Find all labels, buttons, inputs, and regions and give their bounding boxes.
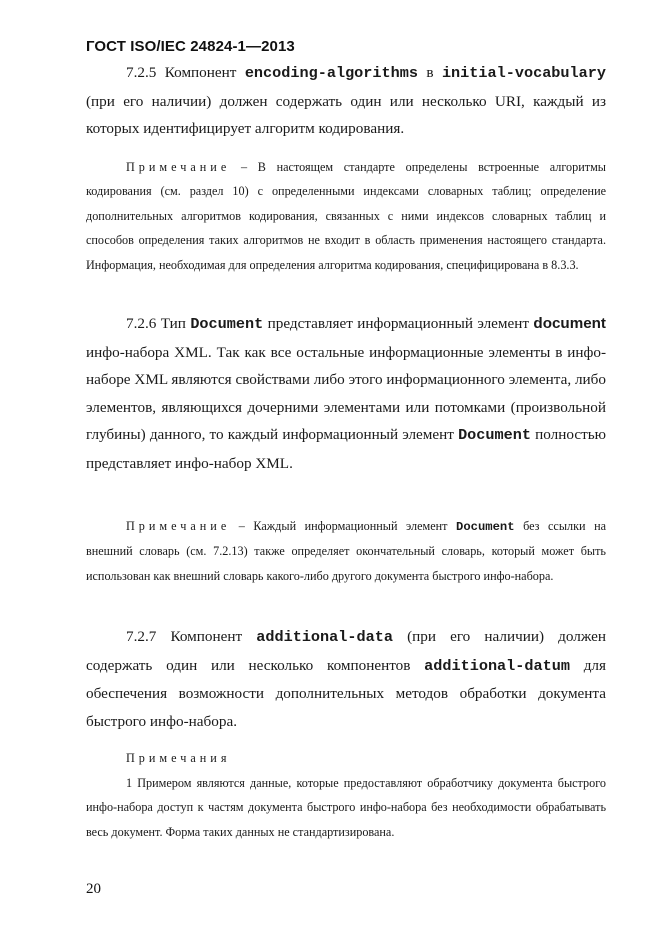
paragraph-7-2-5: 7.2.5 Компонент encoding-algorithms в initial-vocabulary (при его наличии) должен содержать один или несколько URI, каждый из которых идентифицирует алгоритм кодирования. [86, 64, 606, 137]
section-number: 7.2.6 [126, 315, 157, 332]
code-term: initial-vocabulary [441, 64, 606, 82]
notes-item-1: 1 Примером являются данные, которые предоставляют обработчику документа быстрого инфо-набора доступ к частям документа быстрого инфо-набора без необходимости обрабатывать весь документ. Форма таких данных не стандартизирована. [86, 776, 606, 839]
section-number: 7.2.5 [126, 64, 157, 81]
section-number: 7.2.7 [126, 628, 157, 645]
note-2: Примечание – Каждый информационный элемент Document без ссылки на внешний словарь (см. 7.2.13) также определяет окончательный словарь, который может быть использован как внешний словарь какого-либо другого документа быстрого инфо-набора. [86, 519, 607, 583]
note-label: Примечание [126, 519, 231, 533]
page-number: 20 [86, 881, 101, 897]
code-term: Document [190, 315, 264, 333]
code-term: additional-data [256, 628, 393, 646]
code-term: additional-datum [424, 656, 570, 675]
code-term: document [533, 315, 606, 332]
paragraph-7-2-6: 7.2.6 Тип Document представляет информационный элемент document инфо-набора XML. Так как все остальные информационные элементы в инфо-наборе XML являются свойствами либо этого информационного элемента, либо элементов, являющихся дочерними элементами или потомками (произвольной глубины) данного, то каждый информационный элемент Document полностью представляет инфо-набор XML. [86, 315, 606, 472]
page-header: ГОСТ ISO/IEC 24824-1—2013 [86, 38, 295, 55]
paragraph-7-2-7: 7.2.7 Компонент additional-data (при его наличии) должен содержать один или несколько компонентов additional-datum для обеспечения возможности дополнительных методов обработки документа быстрого инфо-набора. [86, 628, 607, 730]
code-term: Document [458, 426, 531, 444]
code-term: encoding-algorithms [244, 64, 418, 82]
note-1: Примечание – В настоящем стандарте определены встроенные алгоритмы кодирования (см. раздел 10) с определенными индексами словарных таблиц; определение дополнительных алгоритмов кодирования, связанных с ними индексов словарных таблиц и способов определения таких алгоритмов не входит в область применения настоящего стандарта. Информация, необходимая для определения алгоритма кодирования, специфицирована в 8.3.3. [86, 160, 606, 272]
note-label: Примечание [126, 160, 231, 174]
notes-heading [86, 746, 606, 770]
notes-label: Примечания [126, 751, 231, 765]
code-term: Document [456, 520, 515, 534]
